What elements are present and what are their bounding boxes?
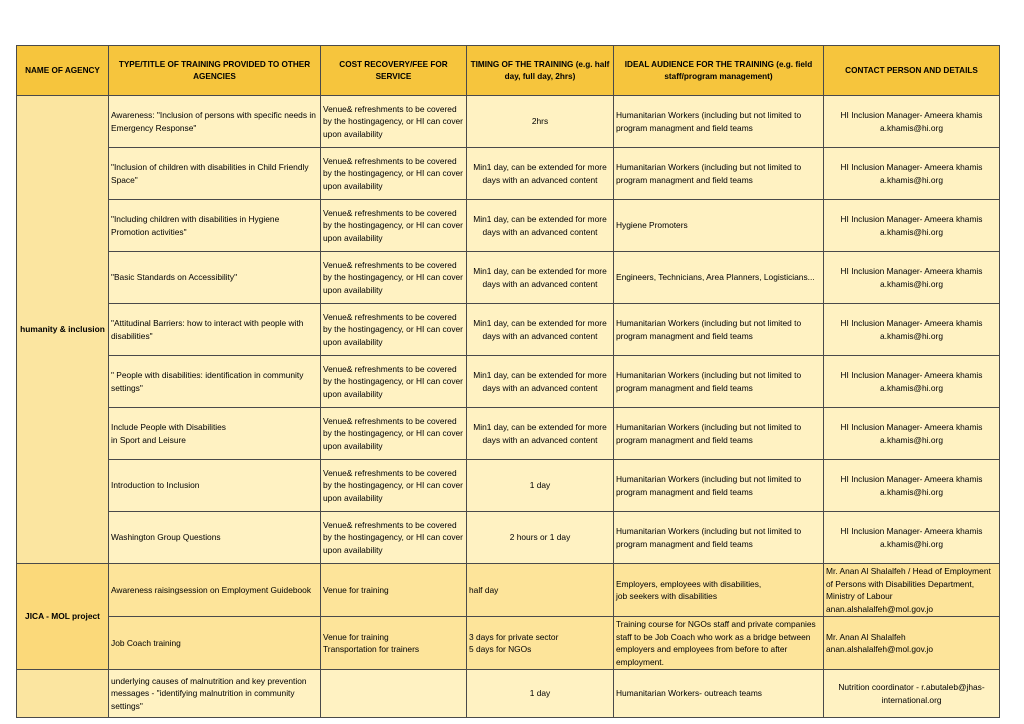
timing-cell: Min1 day, can be extended for more days with an advanced content — [467, 252, 614, 304]
contact-cell: HI Inclusion Manager- Ameera khamis a.khamis@hi.org — [824, 356, 1000, 408]
cost-cell: Venue for training — [321, 564, 467, 617]
training-title-cell: Awareness: "Inclusion of persons with specific needs in Emergency Response" — [109, 96, 321, 148]
timing-cell: 2 hours or 1 day — [467, 512, 614, 564]
contact-cell: HI Inclusion Manager- Ameera khamis a.khamis@hi.org — [824, 96, 1000, 148]
cost-cell: Venue& refreshments to be covered by the hostingagency, or HI can cover upon availability — [321, 512, 467, 564]
table-row — [17, 148, 1000, 200]
contact-cell: HI Inclusion Manager- Ameera khamis a.khamis@hi.org — [824, 148, 1000, 200]
table-row — [17, 252, 1000, 304]
contact-cell: Mr. Anan Al Shalalfeh anan.alshalalfeh@mol.gov.jo — [824, 617, 1000, 670]
agency-cell-empty — [17, 670, 109, 718]
contact-cell: HI Inclusion Manager- Ameera khamis a.khamis@hi.org — [824, 200, 1000, 252]
contact-cell: Nutrition coordinator - r.abutaleb@jhas-international.org — [824, 670, 1000, 718]
cost-cell: Venue& refreshments to be covered by the hostingagency, or HI can cover upon availability — [321, 460, 467, 512]
header-training-title: TYPE/TITLE OF TRAINING PROVIDED TO OTHER AGENCIES — [109, 46, 321, 96]
training-table — [16, 45, 1000, 718]
contact-cell: Mr. Anan Al Shalalfeh / Head of Employment of Persons with Disabilities Department, Ministry of Labour anan.alshalalfeh@mol.gov.jo — [824, 564, 1000, 617]
training-title-cell: "Attitudinal Barriers: how to interact with people with disabilities" — [109, 304, 321, 356]
timing-cell: Min1 day, can be extended for more days with an advanced content — [467, 408, 614, 460]
timing-cell: 3 days for private sector 5 days for NGOs — [467, 617, 614, 670]
header-agency: NAME OF AGENCY — [17, 46, 109, 96]
audience-cell: Employers, employees with disabilities, job seekers with disabilities — [614, 564, 824, 617]
agency-cell-hi: humanity & inclusion — [17, 96, 109, 564]
cost-cell: Venue& refreshments to be covered by the hostingagency, or HI can cover upon availability — [321, 252, 467, 304]
audience-cell: Humanitarian Workers (including but not limited to program managment and field teams — [614, 512, 824, 564]
timing-cell: Min1 day, can be extended for more days with an advanced content — [467, 148, 614, 200]
table-row — [17, 200, 1000, 252]
timing-cell: half day — [467, 564, 614, 617]
training-title-cell: Awareness raisingsession on Employment Guidebook — [109, 564, 321, 617]
timing-cell: 1 day — [467, 670, 614, 718]
contact-cell: HI Inclusion Manager- Ameera khamis a.khamis@hi.org — [824, 512, 1000, 564]
timing-cell: 2hrs — [467, 96, 614, 148]
audience-cell: Humanitarian Workers (including but not limited to program managment and field teams — [614, 460, 824, 512]
audience-cell: Humanitarian Workers (including but not limited to program managment and field teams — [614, 408, 824, 460]
cost-cell: Venue& refreshments to be covered by the hostingagency, or HI can cover upon availability — [321, 408, 467, 460]
header-cost: COST RECOVERY/FEE FOR SERVICE — [321, 46, 467, 96]
table-row — [17, 356, 1000, 408]
contact-cell: HI Inclusion Manager- Ameera khamis a.khamis@hi.org — [824, 408, 1000, 460]
training-title-cell: "Basic Standards on Accessibility" — [109, 252, 321, 304]
training-title-cell: Job Coach training — [109, 617, 321, 670]
training-title-cell: Washington Group Questions — [109, 512, 321, 564]
audience-cell: Engineers, Technicians, Area Planners, Logisticians... — [614, 252, 824, 304]
training-title-cell: underlying causes of malnutrition and key prevention messages - "identifying malnutrition in community settings" — [109, 670, 321, 718]
table-row — [17, 460, 1000, 512]
timing-cell: Min1 day, can be extended for more days with an advanced content — [467, 304, 614, 356]
training-title-cell: "Including children with disabilities in Hygiene Promotion activities" — [109, 200, 321, 252]
table-row — [17, 564, 1000, 617]
contact-cell: HI Inclusion Manager- Ameera khamis a.khamis@hi.org — [824, 460, 1000, 512]
table-row — [17, 408, 1000, 460]
table-row — [17, 304, 1000, 356]
header-timing: TIMING OF THE TRAINING (e.g. half day, full day, 2hrs) — [467, 46, 614, 96]
contact-cell: HI Inclusion Manager- Ameera khamis a.khamis@hi.org — [824, 304, 1000, 356]
table-row — [17, 96, 1000, 148]
training-title-cell: Include People with Disabilities in Sport and Leisure — [109, 408, 321, 460]
audience-cell: Humanitarian Workers (including but not limited to program managment and field teams — [614, 304, 824, 356]
timing-cell: 1 day — [467, 460, 614, 512]
contact-cell: HI Inclusion Manager- Ameera khamis a.khamis@hi.org — [824, 252, 1000, 304]
training-title-cell: " People with disabilities: identification in community settings" — [109, 356, 321, 408]
audience-cell: Humanitarian Workers (including but not limited to program managment and field teams — [614, 356, 824, 408]
cost-cell: Venue& refreshments to be covered by the hostingagency, or HI can cover upon availability — [321, 148, 467, 200]
cost-cell: Venue& refreshments to be covered by the hostingagency, or HI can cover upon availability — [321, 200, 467, 252]
agency-cell-jica: JICA - MOL project — [17, 564, 109, 670]
training-title-cell: "Inclusion of children with disabilities in Child Friendly Space" — [109, 148, 321, 200]
audience-cell: Hygiene Promoters — [614, 200, 824, 252]
header-row — [17, 46, 1000, 96]
cost-cell: Venue for training Transportation for trainers — [321, 617, 467, 670]
training-table-sheet — [16, 45, 999, 718]
cost-cell: Venue& refreshments to be covered by the hostingagency, or HI can cover upon availability — [321, 96, 467, 148]
table-row — [17, 512, 1000, 564]
audience-cell: Humanitarian Workers (including but not limited to program managment and field teams — [614, 148, 824, 200]
training-title-cell: Introduction to Inclusion — [109, 460, 321, 512]
table-row — [17, 617, 1000, 670]
audience-cell: Humanitarian Workers (including but not limited to program managment and field teams — [614, 96, 824, 148]
header-audience: IDEAL AUDIENCE FOR THE TRAINING (e.g. field staff/program management) — [614, 46, 824, 96]
audience-cell: Humanitarian Workers- outreach teams — [614, 670, 824, 718]
audience-cell: Training course for NGOs staff and private companies staff to be Job Coach who work as a bridge between employers and employees from before to after employment. — [614, 617, 824, 670]
timing-cell: Min1 day, can be extended for more days with an advanced content — [467, 200, 614, 252]
header-contact: CONTACT PERSON AND DETAILS — [824, 46, 1000, 96]
table-row — [17, 670, 1000, 718]
cost-cell — [321, 670, 467, 718]
timing-cell: Min1 day, can be extended for more days with an advanced content — [467, 356, 614, 408]
cost-cell: Venue& refreshments to be covered by the hostingagency, or HI can cover upon availability — [321, 304, 467, 356]
cost-cell: Venue& refreshments to be covered by the hostingagency, or HI can cover upon availability — [321, 356, 467, 408]
